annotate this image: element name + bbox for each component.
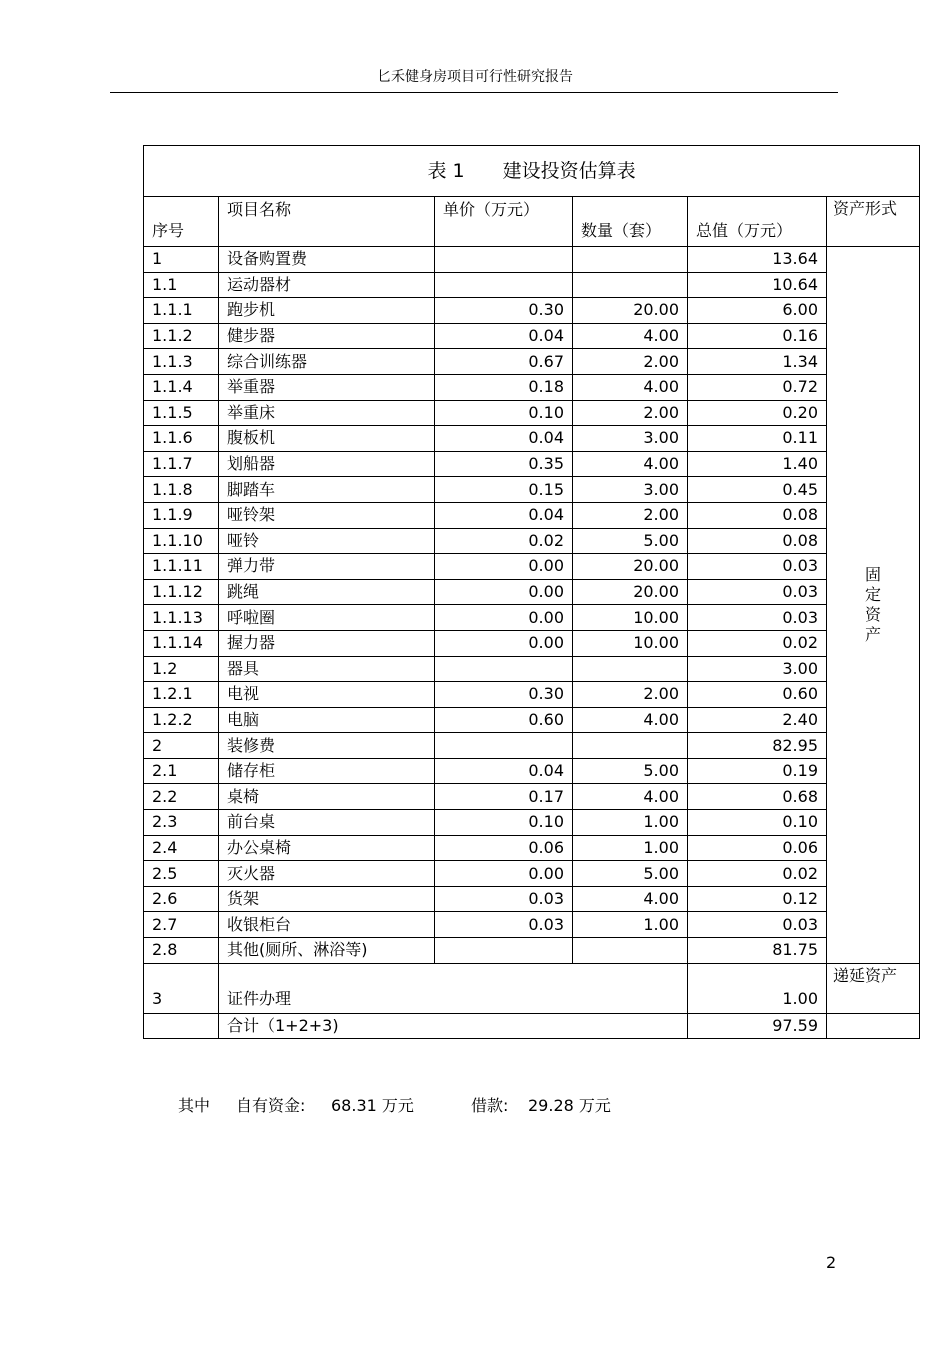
cell-item-name: 装修费 [219,733,435,759]
table-row [144,656,920,682]
table-row [144,835,920,861]
cell-seq: 1.1.14 [144,630,219,656]
cell-unit-price: 0.35 [435,451,573,477]
cell-seq: 1.1.11 [144,554,219,580]
cell-unit-price: 0.00 [435,605,573,631]
col-header-unit-price: 单价（万元） [435,197,573,247]
cell-unit-price: 0.15 [435,477,573,503]
cell-quantity: 4.00 [573,323,688,349]
summary-prefix: 其中 [178,1096,211,1115]
cell-total: 0.10 [688,810,827,836]
cell-item-name: 储存柜 [219,758,435,784]
cell-item-name: 弹力带 [219,554,435,580]
cell-quantity: 4.00 [573,374,688,400]
cell-seq: 1.1.9 [144,502,219,528]
cell-unit-price: 0.30 [435,682,573,708]
cell-seq: 1.1.3 [144,349,219,375]
cell-unit-price: 0.03 [435,886,573,912]
cell-item-name: 收银柜台 [219,912,435,938]
cell-unit-price: 0.04 [435,426,573,452]
table-row [144,298,920,324]
cell-quantity [573,247,688,273]
table-row [144,963,920,1013]
table-row [144,682,920,708]
table-row [144,349,920,375]
cell-unit-price [435,733,573,759]
cell-seq: 2.1 [144,758,219,784]
cell-item-name: 设备购置费 [219,247,435,273]
cell-total: 0.08 [688,528,827,554]
cell-quantity: 20.00 [573,579,688,605]
cell-quantity: 4.00 [573,886,688,912]
cell-item-name: 举重器 [219,374,435,400]
cell-unit-price [435,656,573,682]
cell-item-name: 灭火器 [219,861,435,887]
fixed-asset-char: 产 [865,624,882,644]
cell-total: 0.16 [688,323,827,349]
cell-seq: 2.6 [144,886,219,912]
cell-unit-price: 0.10 [435,400,573,426]
fixed-asset-char: 资 [865,604,882,624]
table-row [144,886,920,912]
cell-quantity: 3.00 [573,477,688,503]
col-header-name: 项目名称 [219,197,435,247]
cell-seq: 1 [144,247,219,273]
cell-quantity [573,656,688,682]
table-row [144,605,920,631]
cell-quantity: 1.00 [573,810,688,836]
cell-item-name: 电视 [219,682,435,708]
cell-total: 0.19 [688,758,827,784]
cell-seq: 2.7 [144,912,219,938]
cell-item-name: 举重床 [219,400,435,426]
cell-item-name: 划船器 [219,451,435,477]
cell-total: 0.02 [688,861,827,887]
cell-seq: 1.1.7 [144,451,219,477]
cell-seq: 1.2 [144,656,219,682]
cell-unit-price: 0.30 [435,298,573,324]
table-row [144,912,920,938]
cell-total: 0.03 [688,912,827,938]
cell-unit-price: 0.00 [435,579,573,605]
cell-unit-price: 0.04 [435,502,573,528]
cell-total: 82.95 [688,733,827,759]
own-funds-label: 自有资金: [236,1096,306,1115]
cell-item-name: 办公桌椅 [219,835,435,861]
cell-total: 2.40 [688,707,827,733]
table-title: 表 1 建设投资估算表 [144,146,920,197]
cell-unit-price: 0.67 [435,349,573,375]
cell-seq-empty [144,1013,219,1039]
cell-item-name: 哑铃架 [219,502,435,528]
cell-unit-price: 0.60 [435,707,573,733]
col-header-quantity: 数量（套） [573,197,688,247]
cell-seq: 2.4 [144,835,219,861]
cell-unit-price [435,247,573,273]
cell-quantity: 2.00 [573,400,688,426]
cell-total: 0.68 [688,784,827,810]
table-row [144,758,920,784]
cell-unit-price: 0.02 [435,528,573,554]
table-row [144,477,920,503]
cell-seq: 1.2.1 [144,682,219,708]
cell-unit-price: 0.00 [435,554,573,580]
cell-total: 81.75 [688,938,827,964]
table-row [144,861,920,887]
cell-quantity: 20.00 [573,554,688,580]
cell-quantity: 4.00 [573,784,688,810]
cell-item-name: 哑铃 [219,528,435,554]
cell-quantity: 2.00 [573,349,688,375]
funding-summary [178,1093,611,1116]
table-row [144,502,920,528]
table-row [144,579,920,605]
cell-unit-price: 0.00 [435,630,573,656]
cell-asset-empty [827,1013,920,1039]
cell-seq: 3 [144,963,219,1013]
investment-estimate-table [143,145,920,1039]
cell-unit-price: 0.03 [435,912,573,938]
cell-seq: 1.2.2 [144,707,219,733]
cell-item-name: 电脑 [219,707,435,733]
cell-item-name: 呼啦圈 [219,605,435,631]
cell-unit-price: 0.17 [435,784,573,810]
cell-asset-fixed [827,247,920,964]
cell-grand-total: 97.59 [688,1013,827,1039]
cell-quantity: 3.00 [573,426,688,452]
cell-asset-deferred: 递延资产 [827,963,920,1013]
cell-total: 3.00 [688,656,827,682]
cell-quantity [573,733,688,759]
col-header-asset-type: 资产形式 [827,197,920,247]
table-header-row [144,197,920,247]
document-header: 匕禾健身房项目可行性研究报告 [377,69,573,85]
cell-unit-price: 0.06 [435,835,573,861]
cell-item-name: 健步器 [219,323,435,349]
col-header-seq: 序号 [144,197,219,247]
loan-label: 借款: [471,1096,509,1115]
cell-total: 0.45 [688,477,827,503]
cell-item-name: 跳绳 [219,579,435,605]
table-row [144,630,920,656]
cell-unit-price: 0.04 [435,758,573,784]
cell-seq: 2 [144,733,219,759]
cell-unit-price [435,272,573,298]
cell-seq: 2.3 [144,810,219,836]
cell-total: 10.64 [688,272,827,298]
cell-total: 0.72 [688,374,827,400]
cell-total: 1.34 [688,349,827,375]
cell-seq: 1.1.1 [144,298,219,324]
cell-item-name: 货架 [219,886,435,912]
header-rule [110,92,838,93]
cell-total: 0.03 [688,605,827,631]
cell-total: 0.02 [688,630,827,656]
cell-unit-price: 0.04 [435,323,573,349]
cell-item-name: 腹板机 [219,426,435,452]
cell-quantity: 5.00 [573,528,688,554]
page-number: 2 [826,1253,837,1272]
cell-quantity: 1.00 [573,912,688,938]
cell-total: 0.12 [688,886,827,912]
table-row [144,733,920,759]
cell-total: 0.06 [688,835,827,861]
table-row [144,938,920,964]
cell-unit-price [435,938,573,964]
cell-quantity [573,938,688,964]
cell-total: 1.40 [688,451,827,477]
table-row [144,400,920,426]
cell-total: 0.20 [688,400,827,426]
cell-quantity [573,272,688,298]
cell-quantity: 20.00 [573,298,688,324]
loan-value: 29.28 万元 [528,1096,611,1115]
cell-quantity: 10.00 [573,630,688,656]
cell-total: 13.64 [688,247,827,273]
cell-item-name: 运动器材 [219,272,435,298]
cell-item-name: 器具 [219,656,435,682]
cell-quantity: 5.00 [573,758,688,784]
table-row [144,426,920,452]
table-total-row [144,1013,920,1039]
cell-seq: 1.1.8 [144,477,219,503]
cell-total: 0.03 [688,579,827,605]
cell-item-name: 证件办理 [219,963,688,1013]
cell-total: 0.08 [688,502,827,528]
cell-item-name: 其他(厕所、淋浴等) [219,938,435,964]
fixed-asset-char: 定 [865,584,882,604]
fixed-asset-char: 固 [865,564,882,584]
cell-item-name: 跑步机 [219,298,435,324]
cell-seq: 1.1.12 [144,579,219,605]
cell-item-name: 握力器 [219,630,435,656]
cell-seq: 1.1.2 [144,323,219,349]
table-row [144,323,920,349]
cell-quantity: 5.00 [573,861,688,887]
cell-item-name: 桌椅 [219,784,435,810]
cell-seq: 1.1.10 [144,528,219,554]
cell-seq: 2.2 [144,784,219,810]
cell-quantity: 4.00 [573,451,688,477]
cell-total: 1.00 [688,963,827,1013]
table-row [144,810,920,836]
cell-item-name: 前台桌 [219,810,435,836]
cell-quantity: 2.00 [573,502,688,528]
cell-seq: 1.1.6 [144,426,219,452]
cell-seq: 2.8 [144,938,219,964]
own-funds-value: 68.31 万元 [331,1096,414,1115]
table-row [144,247,920,273]
cell-quantity: 4.00 [573,707,688,733]
table-row [144,528,920,554]
cell-total: 6.00 [688,298,827,324]
cell-unit-price: 0.10 [435,810,573,836]
table-row [144,374,920,400]
table-row [144,451,920,477]
cell-total: 0.11 [688,426,827,452]
table-row [144,784,920,810]
cell-unit-price: 0.00 [435,861,573,887]
cell-item-name: 脚踏车 [219,477,435,503]
cell-seq: 1.1 [144,272,219,298]
cell-total-label: 合计（1+2+3) [219,1013,688,1039]
cell-total: 0.03 [688,554,827,580]
table-row [144,554,920,580]
cell-item-name: 综合训练器 [219,349,435,375]
cell-unit-price: 0.18 [435,374,573,400]
cell-total: 0.60 [688,682,827,708]
cell-seq: 1.1.13 [144,605,219,631]
cell-seq: 1.1.4 [144,374,219,400]
cell-seq: 1.1.5 [144,400,219,426]
cell-quantity: 2.00 [573,682,688,708]
table-row [144,707,920,733]
col-header-total: 总值（万元） [688,197,827,247]
cell-quantity: 10.00 [573,605,688,631]
cell-seq: 2.5 [144,861,219,887]
table-row [144,272,920,298]
cell-quantity: 1.00 [573,835,688,861]
